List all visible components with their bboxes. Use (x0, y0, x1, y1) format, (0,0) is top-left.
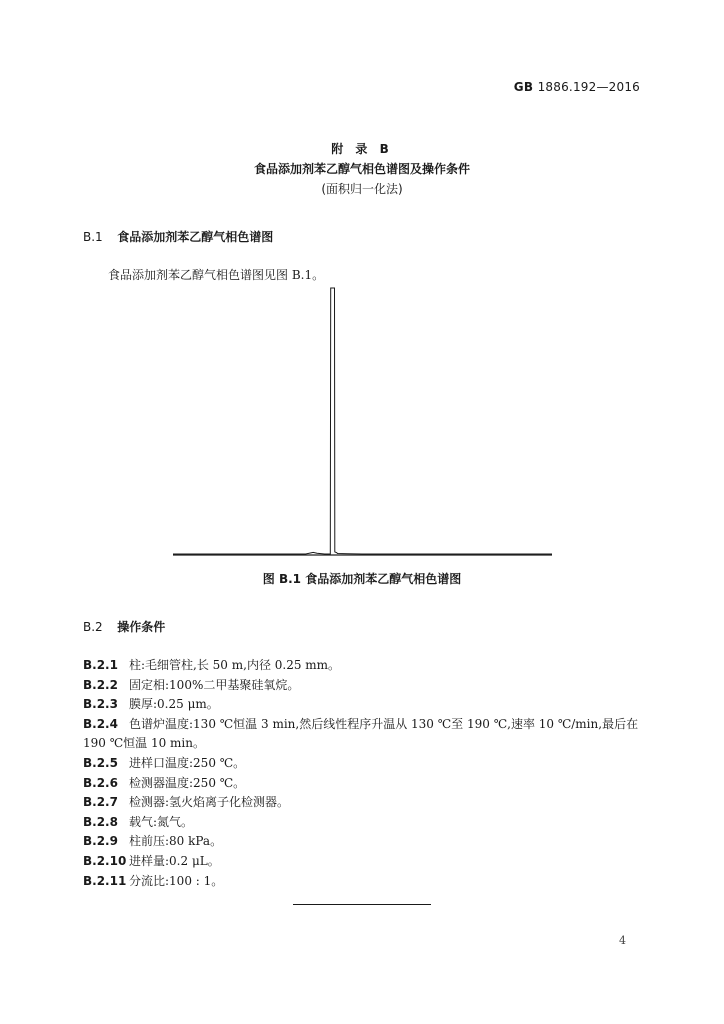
condition-text: 分流比:100 : 1。 (129, 873, 224, 888)
end-rule (293, 904, 431, 905)
condition-number: B.2.6 (83, 775, 118, 790)
chromatogram-figure (170, 280, 555, 560)
page-number: 4 (619, 934, 626, 947)
condition-item (83, 774, 648, 794)
condition-number: B.2.10 (83, 853, 127, 868)
section-b1-heading (83, 228, 273, 245)
condition-item (83, 695, 648, 715)
condition-number: B.2.2 (83, 677, 118, 692)
condition-text: 进样口温度:250 ℃。 (129, 755, 246, 770)
section-b1-paragraph: 食品添加剂苯乙醇气相色谱图见图 B.1。 (108, 268, 325, 282)
appendix-title: 附 录 B (331, 142, 393, 156)
condition-item (83, 813, 648, 833)
condition-text: 检测器温度:250 ℃。 (129, 775, 246, 790)
chromatogram-chart (170, 280, 555, 560)
condition-item (83, 656, 648, 676)
operating-conditions-list (83, 656, 648, 891)
condition-text: 固定相:100%二甲基聚硅氧烷。 (129, 677, 300, 692)
section-b2-title: 操作条件 (117, 620, 166, 634)
condition-item (83, 754, 648, 774)
figure-caption: 图 B.1 食品添加剂苯乙醇气相色谱图 (262, 572, 462, 586)
condition-text: 色谱炉温度:130 ℃恒温 3 min,然后线性程序升温从 130 ℃至 190 ℃,速率 10 ℃/min,最后在 (129, 716, 639, 731)
section-b1-title: 食品添加剂苯乙醇气相色谱图 (117, 230, 274, 244)
condition-number: B.2.11 (83, 873, 127, 888)
condition-text: 190 ℃恒温 10 min。 (83, 736, 205, 751)
section-b2-heading (83, 618, 165, 635)
condition-item (83, 852, 648, 872)
condition-number: B.2.4 (83, 716, 118, 731)
condition-text: 柱前压:80 kPa。 (129, 834, 223, 849)
appendix-method: (面积归一化法) (321, 182, 403, 196)
appendix-subtitle: 食品添加剂苯乙醇气相色谱图及操作条件 (253, 162, 470, 176)
condition-item (83, 793, 648, 813)
condition-text: 载气:氮气。 (129, 814, 194, 829)
section-b2-number: B.2 (83, 620, 103, 634)
standard-number: 1886.192—2016 (537, 80, 640, 94)
section-b1-number: B.1 (83, 230, 103, 244)
condition-number: B.2.9 (83, 834, 118, 849)
condition-text: 膜厚:0.25 μm。 (129, 697, 219, 712)
condition-item (83, 715, 648, 735)
condition-text: 柱:毛细管柱,长 50 m,内径 0.25 mm。 (129, 658, 341, 672)
condition-number: B.2.7 (83, 795, 118, 810)
condition-text: 进样量:0.2 μL。 (129, 853, 220, 868)
condition-number: B.2.8 (83, 814, 118, 829)
condition-text: 检测器:氢火焰离子化检测器。 (129, 795, 290, 810)
condition-item (83, 872, 648, 892)
condition-number: B.2.1 (83, 658, 118, 672)
condition-number: B.2.3 (83, 697, 118, 712)
condition-item (83, 676, 648, 696)
standard-prefix: GB (513, 80, 534, 94)
condition-number: B.2.5 (83, 755, 118, 770)
condition-item-continuation (83, 734, 648, 754)
condition-item (83, 832, 648, 852)
standard-header (514, 80, 640, 94)
chromatogram-trace (173, 288, 552, 554)
